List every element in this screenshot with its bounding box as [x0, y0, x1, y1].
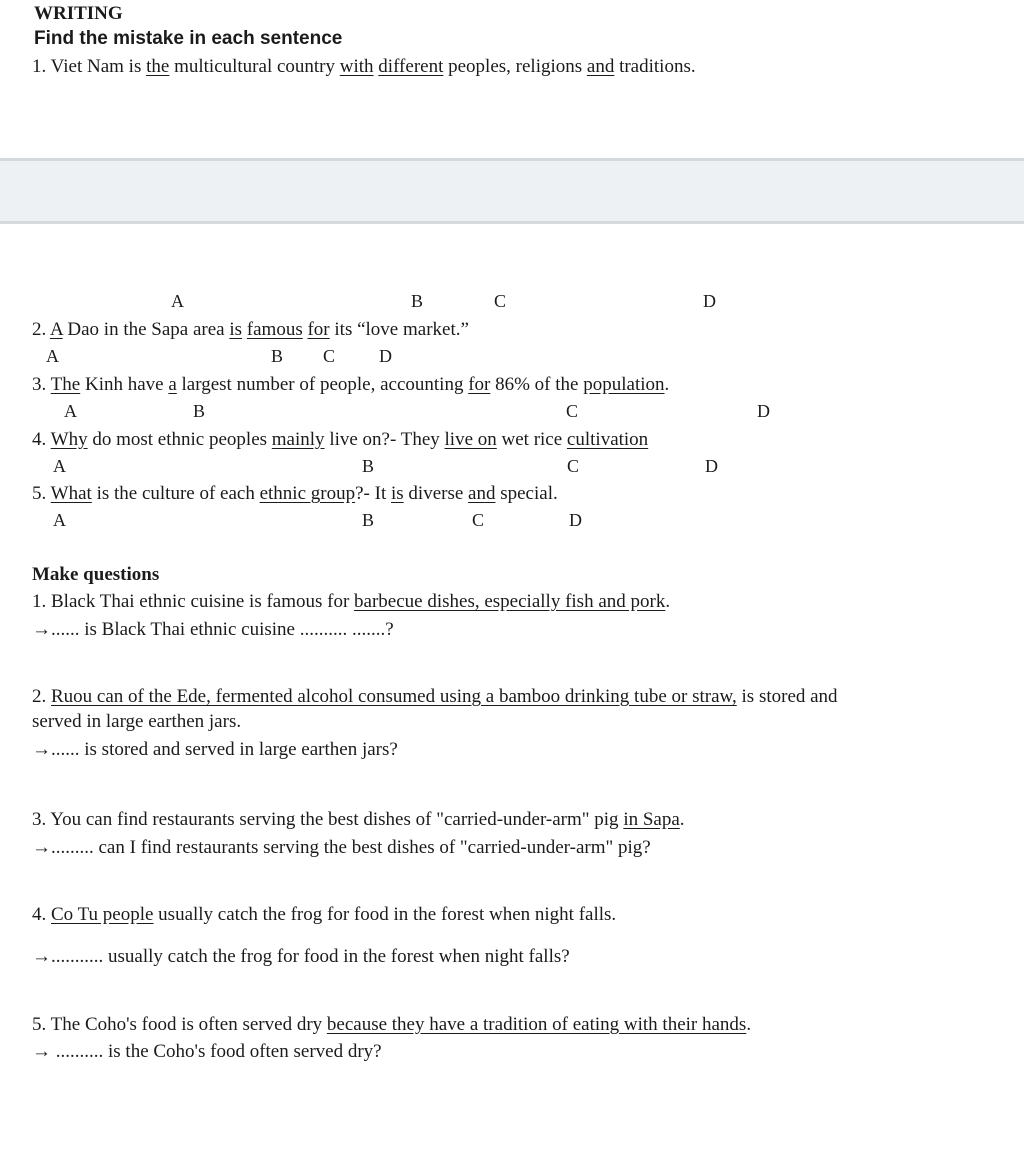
section-title: WRITING	[34, 3, 123, 24]
answer-line-1: →...... is Black Thai ethnic cuisine .......... .......?	[32, 619, 394, 640]
question-2: 2. A Dao in the Sapa area is famous for its “love market.”	[32, 319, 469, 340]
make-question-2: 2. Ruou can of the Ede, fermented alcohol consumed using a bamboo drinking tube or straw, is stored and	[32, 686, 838, 707]
instruction: Find the mistake in each sentence	[34, 28, 343, 49]
option-a-word: the	[146, 56, 170, 77]
separator-band	[0, 158, 1024, 224]
q4-letter-c: C	[567, 456, 580, 476]
q4-letter-d: D	[705, 456, 718, 476]
q1-letter-c: C	[494, 291, 507, 311]
q1-letter-d: D	[703, 291, 716, 311]
option-b-word: with	[339, 56, 374, 77]
answer-line-5: → .......... is the Coho's food often served dry?	[32, 1041, 382, 1062]
option-c-word: different	[378, 56, 444, 77]
q1-letter-b: B	[411, 291, 424, 311]
q2-letter-b: B	[271, 346, 284, 366]
q2-letter-c: C	[323, 346, 336, 366]
question-4: 4. Why do most ethnic peoples mainly live on?- They live on wet rice cultivation	[32, 429, 649, 450]
q5-letter-b: B	[362, 510, 375, 530]
q3-letter-c: C	[566, 401, 579, 421]
q3-letter-a: A	[64, 401, 77, 421]
answer-line-2: →...... is stored and served in large earthen jars?	[32, 739, 398, 760]
make-question-3: 3. You can find restaurants serving the best dishes of "carried-under-arm" pig in Sapa.	[32, 809, 685, 830]
make-question-5: 5. The Coho's food is often served dry because they have a tradition of eating with their hands.	[32, 1014, 752, 1035]
q3-letter-b: B	[193, 401, 206, 421]
answer-line-3: →......... can I find restaurants serving the best dishes of "carried-under-arm" pig?	[32, 837, 651, 858]
q3-letter-d: D	[757, 401, 770, 421]
question-5: 5. What is the culture of each ethnic group?- It is diverse and special.	[32, 483, 558, 504]
make-question-1: 1. Black Thai ethnic cuisine is famous for barbecue dishes, especially fish and pork.	[32, 591, 671, 612]
q5-letter-a: A	[53, 510, 66, 530]
q4-letter-a: A	[53, 456, 66, 476]
q2-letter-d: D	[379, 346, 392, 366]
make-question-4: 4. Co Tu people usually catch the frog for food in the forest when night falls.	[32, 904, 617, 925]
option-d-word: and	[586, 56, 615, 77]
q1-letter-a: A	[171, 291, 184, 311]
make-questions-heading: Make questions	[32, 564, 160, 585]
q2-letter-a: A	[46, 346, 59, 366]
question-3: 3. The Kinh have a largest number of people, accounting for 86% of the population.	[32, 374, 670, 395]
make-question-2-continued: served in large earthen jars.	[32, 711, 242, 732]
answer-line-4: →........... usually catch the frog for food in the forest when night falls?	[32, 946, 570, 967]
question-1: 1. Viet Nam is the multicultural country with different peoples, religions and traditions.	[32, 56, 696, 77]
q5-letter-c: C	[472, 510, 485, 530]
q4-letter-b: B	[362, 456, 375, 476]
q5-letter-d: D	[569, 510, 582, 530]
